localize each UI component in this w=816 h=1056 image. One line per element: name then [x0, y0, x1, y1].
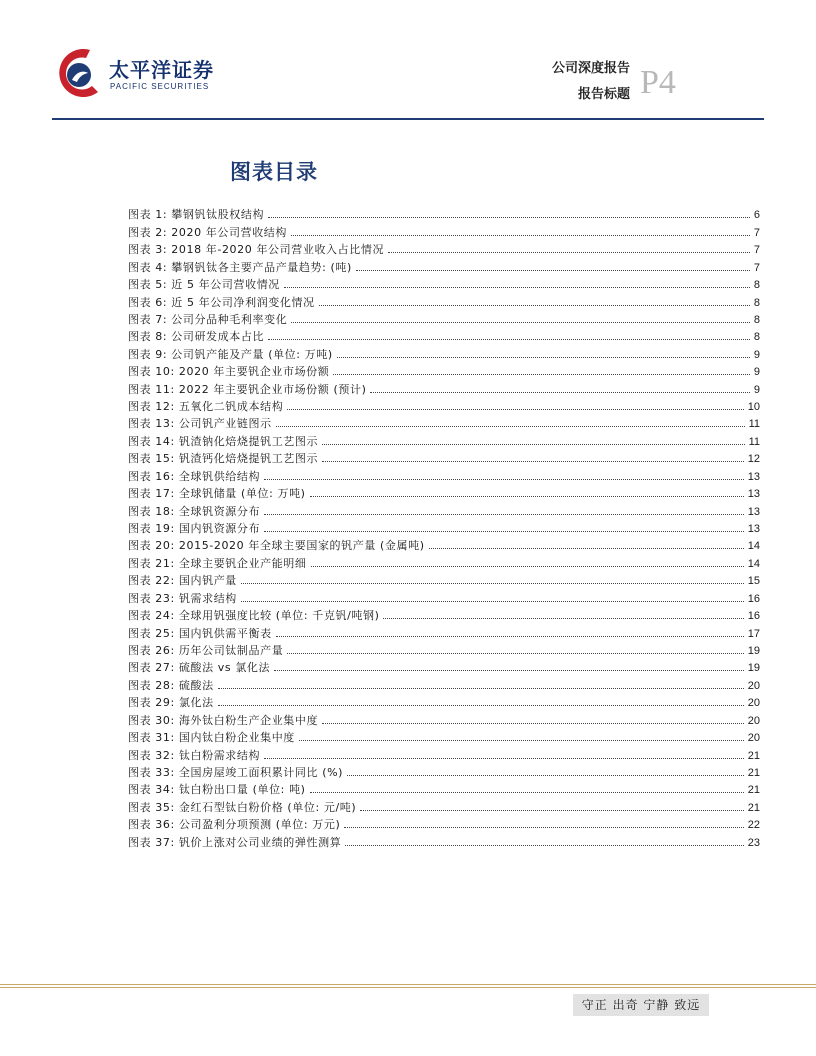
toc-item[interactable]: [128, 275, 760, 292]
toc-item-page[interactable]: 9: [753, 383, 760, 396]
toc-item-page[interactable]: 16: [747, 610, 760, 623]
toc-item-page[interactable]: 13: [747, 470, 760, 483]
toc-item-page[interactable]: 22: [747, 819, 760, 832]
toc-leader-dots: [299, 740, 744, 741]
toc-item-label[interactable]: 图表 5: 近 5 年公司营收情况: [128, 278, 280, 292]
toc-item-label[interactable]: 图表 34: 钛白粉出口量 (单位: 吨): [128, 783, 306, 797]
toc-leader-dots: [268, 339, 750, 340]
toc-item[interactable]: [128, 466, 760, 483]
footer-divider-bottom: [0, 987, 816, 988]
toc-item-page[interactable]: 20: [747, 732, 760, 745]
toc-leader-dots: [284, 287, 750, 288]
toc-item-page[interactable]: 23: [747, 836, 760, 849]
toc-item-page[interactable]: 21: [747, 749, 760, 762]
toc-item-page[interactable]: 21: [747, 784, 760, 797]
toc-item-page[interactable]: 20: [747, 679, 760, 692]
toc-leader-dots: [218, 705, 744, 706]
toc-leader-dots: [310, 496, 744, 497]
toc-item[interactable]: [128, 797, 760, 814]
toc-item-page[interactable]: 11: [748, 418, 760, 431]
toc-item-page[interactable]: 20: [747, 714, 760, 727]
toc-item-page[interactable]: 11: [748, 435, 760, 448]
toc-item[interactable]: [128, 449, 760, 466]
toc-leader-dots: [291, 322, 750, 323]
toc-item[interactable]: [128, 310, 760, 327]
toc-item-page[interactable]: 7: [753, 261, 760, 274]
company-logo: [52, 44, 222, 106]
toc-leader-dots: [287, 653, 743, 654]
toc-item[interactable]: [128, 553, 760, 570]
toc-item-label[interactable]: 图表 37: 钒价上涨对公司业绩的弹性测算: [128, 835, 342, 849]
toc-item-label[interactable]: 图表 25: 国内钒供需平衡表: [128, 626, 272, 640]
toc-item[interactable]: [128, 815, 760, 832]
toc-leader-dots: [276, 636, 744, 637]
toc-leader-dots: [268, 217, 750, 218]
toc-leader-dots: [241, 583, 744, 584]
toc-leader-dots: [264, 479, 744, 480]
toc-item-label[interactable]: 图表 16: 全球钒供给结构: [128, 469, 261, 483]
toc-leader-dots: [388, 252, 750, 253]
toc-item-label[interactable]: 图表 1: 攀钢钒钛股权结构: [128, 208, 265, 222]
toc-item-page[interactable]: 8: [753, 279, 760, 292]
toc-leader-dots: [360, 810, 743, 811]
toc-leader-dots: [337, 357, 750, 358]
toc-item[interactable]: [128, 832, 760, 849]
toc-item[interactable]: [128, 641, 760, 658]
toc-item-page[interactable]: 8: [753, 296, 760, 309]
toc-item-page[interactable]: 21: [747, 766, 760, 779]
toc-item-label[interactable]: 图表 24: 全球用钒强度比较 (单位: 千克钒/吨钢): [128, 609, 380, 623]
toc-item-label[interactable]: 图表 32: 钛白粉需求结构: [128, 748, 261, 762]
toc-item[interactable]: [128, 606, 760, 623]
toc-leader-dots: [311, 566, 744, 567]
toc-item[interactable]: [128, 658, 760, 675]
toc-item-page[interactable]: 13: [747, 488, 760, 501]
toc-leader-dots: [322, 444, 744, 445]
footer-motto: 守正 出奇 宁静 致远: [573, 994, 709, 1016]
toc-item[interactable]: [128, 240, 760, 257]
toc-leader-dots: [383, 618, 743, 619]
toc-item-page[interactable]: 13: [747, 523, 760, 536]
toc-item[interactable]: [128, 484, 760, 501]
toc-item-label[interactable]: 图表 2: 2020 年公司营收结构: [128, 225, 287, 239]
toc-item[interactable]: [128, 222, 760, 239]
page-number: P4: [640, 64, 676, 101]
toc-leader-dots: [264, 758, 744, 759]
toc-leader-dots: [356, 270, 750, 271]
toc-item-label[interactable]: 图表 33: 全国房屋竣工面积累计同比 (%): [128, 765, 344, 779]
toc-item-page[interactable]: 8: [753, 313, 760, 326]
toc-item[interactable]: [128, 571, 760, 588]
toc-item[interactable]: [128, 728, 760, 745]
toc-item[interactable]: [128, 623, 760, 640]
toc-item[interactable]: [128, 292, 760, 309]
toc-item[interactable]: [128, 588, 760, 605]
toc-item-page[interactable]: 10: [747, 401, 760, 414]
toc-item-page[interactable]: 14: [747, 540, 760, 553]
toc-item-page[interactable]: 6: [753, 209, 760, 222]
toc-item-label[interactable]: 图表 28: 硫酸法: [128, 678, 214, 692]
toc-item-label[interactable]: 图表 17: 全球钒储量 (单位: 万吨): [128, 487, 306, 501]
toc-leader-dots: [333, 374, 749, 375]
toc-item-page[interactable]: 19: [747, 662, 760, 675]
toc-item-page[interactable]: 7: [753, 244, 760, 257]
toc-leader-dots: [322, 723, 744, 724]
toc-item-page[interactable]: 14: [747, 557, 760, 570]
toc-leader-dots: [429, 548, 744, 549]
toc-leader-dots: [241, 601, 744, 602]
toc-item-label[interactable]: 图表 18: 全球钒资源分布: [128, 504, 261, 518]
toc-item[interactable]: [128, 745, 760, 762]
toc-leader-dots: [344, 827, 743, 828]
toc-item-page[interactable]: 20: [747, 697, 760, 710]
toc-item-label[interactable]: 图表 35: 金红石型钛白粉价格 (单位: 元/吨): [128, 800, 357, 814]
toc-leader-dots: [291, 235, 750, 236]
toc-item-label[interactable]: 图表 27: 硫酸法 vs 氯化法: [128, 661, 271, 675]
toc-item-label[interactable]: 图表 3: 2018 年-2020 年公司营业收入占比情况: [128, 243, 385, 257]
toc-item-label[interactable]: 图表 4: 攀钢钒钛各主要产品产量趋势: (吨): [128, 260, 352, 274]
toc-item[interactable]: [128, 763, 760, 780]
logo-brand-en: PACIFIC SECURITIES: [110, 82, 210, 91]
toc-item-page[interactable]: 19: [747, 644, 760, 657]
toc-item-label[interactable]: 图表 26: 历年公司钛制品产量: [128, 643, 284, 657]
toc-item-label[interactable]: 图表 8: 公司研发成本占比: [128, 330, 265, 344]
toc-leader-dots: [287, 409, 743, 410]
toc-item-page[interactable]: 16: [747, 592, 760, 605]
pacific-securities-logo-icon: [52, 44, 108, 106]
toc-item-label[interactable]: 图表 13: 公司钒产业链图示: [128, 417, 272, 431]
toc-item-page[interactable]: 12: [747, 453, 760, 466]
toc-item[interactable]: [128, 780, 760, 797]
toc-item-label[interactable]: 图表 12: 五氧化二钒成本结构: [128, 400, 284, 414]
footer-divider-top: [0, 984, 816, 985]
header-divider: [52, 118, 764, 120]
toc-item-label[interactable]: 图表 21: 全球主要钒企业产能明细: [128, 556, 307, 570]
toc-item-label[interactable]: 图表 22: 国内钒产量: [128, 574, 237, 588]
toc-leader-dots: [370, 392, 749, 393]
toc-leader-dots: [347, 775, 744, 776]
toc-item-page[interactable]: 21: [747, 801, 760, 814]
toc-item[interactable]: [128, 379, 760, 396]
toc-item-page[interactable]: 9: [753, 348, 760, 361]
toc-item-label[interactable]: 图表 19: 国内钒资源分布: [128, 522, 261, 536]
toc-item[interactable]: [128, 414, 760, 431]
toc-list: [128, 205, 760, 850]
toc-item[interactable]: [128, 501, 760, 518]
toc-leader-dots: [276, 426, 745, 427]
toc-item[interactable]: [128, 362, 760, 379]
toc-item[interactable]: [128, 710, 760, 727]
toc-leader-dots: [310, 792, 744, 793]
toc-item-label[interactable]: 图表 7: 公司分品种毛利率变化: [128, 312, 288, 326]
toc-item-label[interactable]: 图表 10: 2020 年主要钒企业市场份额: [128, 365, 330, 379]
toc-item-label[interactable]: 图表 23: 钒需求结构: [128, 591, 237, 605]
toc-item-label[interactable]: 图表 6: 近 5 年公司净利润变化情况: [128, 295, 315, 309]
toc-item-label[interactable]: 图表 31: 国内钛白粉企业集中度: [128, 731, 295, 745]
toc-leader-dots: [322, 461, 744, 462]
toc-leader-dots: [274, 670, 744, 671]
toc-leader-dots: [218, 688, 744, 689]
toc-item[interactable]: [128, 519, 760, 536]
toc-item-page[interactable]: 13: [747, 505, 760, 518]
toc-item[interactable]: [128, 327, 760, 344]
toc-leader-dots: [319, 305, 750, 306]
toc-leader-dots: [264, 531, 744, 532]
toc-item[interactable]: [128, 205, 760, 222]
toc-item[interactable]: [128, 344, 760, 361]
report-title: 报告标题: [577, 87, 630, 102]
logo-brand-cn: 太平洋证券: [109, 58, 214, 82]
report-type: 公司深度报告: [551, 61, 630, 76]
toc-item[interactable]: [128, 397, 760, 414]
toc-item[interactable]: [128, 257, 760, 274]
toc-item-label[interactable]: 图表 20: 2015-2020 年全球主要国家的钒产量 (金属吨): [128, 539, 425, 553]
toc-item-label[interactable]: 图表 15: 钒渣钙化焙烧提钒工艺图示: [128, 452, 319, 466]
toc-title: 图表目录: [230, 160, 318, 184]
toc-item-label[interactable]: 图表 11: 2022 年主要钒企业市场份额 (预计): [128, 382, 367, 396]
toc-item-label[interactable]: 图表 29: 氯化法: [128, 696, 214, 710]
toc-item-page[interactable]: 9: [753, 366, 760, 379]
toc-item[interactable]: [128, 675, 760, 692]
toc-item[interactable]: [128, 431, 760, 448]
toc-item-label[interactable]: 图表 9: 公司钒产能及产量 (单位: 万吨): [128, 347, 333, 361]
toc-item[interactable]: [128, 693, 760, 710]
toc-item[interactable]: [128, 536, 760, 553]
toc-item-page[interactable]: 15: [747, 575, 760, 588]
toc-item-label[interactable]: 图表 36: 公司盈利分项预测 (单位: 万元): [128, 818, 341, 832]
toc-item-page[interactable]: 17: [747, 627, 760, 640]
toc-item-page[interactable]: 7: [753, 226, 760, 239]
toc-leader-dots: [264, 514, 744, 515]
toc-item-page[interactable]: 8: [753, 331, 760, 344]
toc-item-label[interactable]: 图表 14: 钒渣钠化焙烧提钒工艺图示: [128, 434, 319, 448]
toc-leader-dots: [345, 845, 743, 846]
toc-item-label[interactable]: 图表 30: 海外钛白粉生产企业集中度: [128, 713, 319, 727]
